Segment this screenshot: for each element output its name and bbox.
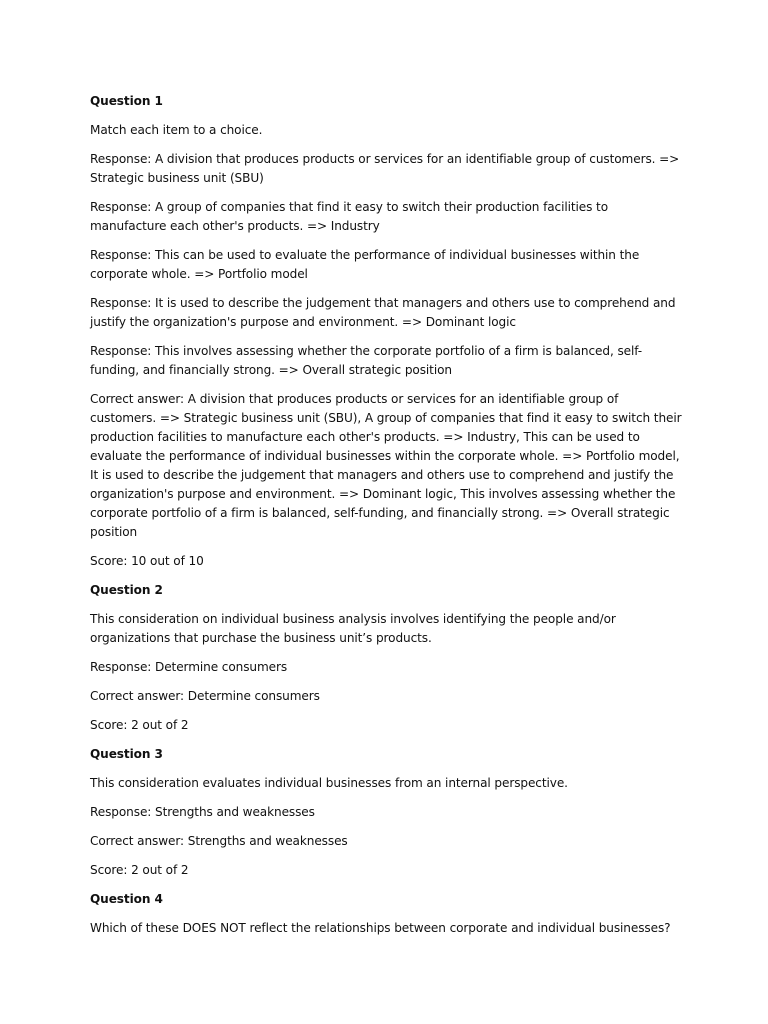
question-4-prompt: Which of these DOES NOT reflect the relationships between corporate and individual businesses? [90,921,671,935]
response-line: Response: This can be used to evaluate the performance of individual businesses within the corporate whole. => Portfolio model [90,248,640,281]
response-line: Response: A group of companies that find it easy to switch their production facilities to manufacture each other's products. => Industry [90,200,608,233]
question-2-prompt: This consideration on individual business analysis involves identifying the people and/or organizations that purchase the business unit’s products. [90,612,616,645]
question-2-heading: Question 2 [90,583,163,597]
question-3-prompt: This consideration evaluates individual businesses from an internal perspective. [90,776,568,790]
score-line: Score: 10 out of 10 [90,554,204,568]
response-line: Response: Determine consumers [90,660,288,674]
score-line: Score: 2 out of 2 [90,863,189,877]
correct-answer-line: Correct answer: Determine consumers [90,689,320,703]
response-line: Response: Strengths and weaknesses [90,805,315,819]
question-3-heading: Question 3 [90,747,163,761]
question-4-heading: Question 4 [90,892,163,906]
question-1-heading: Question 1 [90,94,163,108]
score-line: Score: 2 out of 2 [90,718,189,732]
response-line: Response: This involves assessing whether the corporate portfolio of a firm is balanced, self-funding, and financially strong. => Overall strategic position [90,344,643,377]
correct-answer-block: Correct answer: A division that produces products or services for an identifiable group of customers. => Strategic business unit (SBU), A group of companies that find it easy to switch their production facilities to manufacture each other's products. => Industry, This can be used to evaluate the performance of individual businesses within the corporate whole. => Portfolio model, It is used to describe the judgement that managers and others use to comprehend and justify the organization's purpose and environment. => Dominant logic, This involves assessing whether the corporate portfolio of a firm is balanced, self-funding, and financially strong. => Overall strategic position [90,392,682,539]
response-line: Response: It is used to describe the judgement that managers and others use to comprehend and justify the organization's purpose and environment. => Dominant logic [90,296,676,329]
correct-answer-line: Correct answer: Strengths and weaknesses [90,834,348,848]
question-1-prompt: Match each item to a choice. [90,123,263,137]
response-line: Response: A division that produces products or services for an identifiable group of customers. => Strategic business unit (SBU) [90,152,680,185]
